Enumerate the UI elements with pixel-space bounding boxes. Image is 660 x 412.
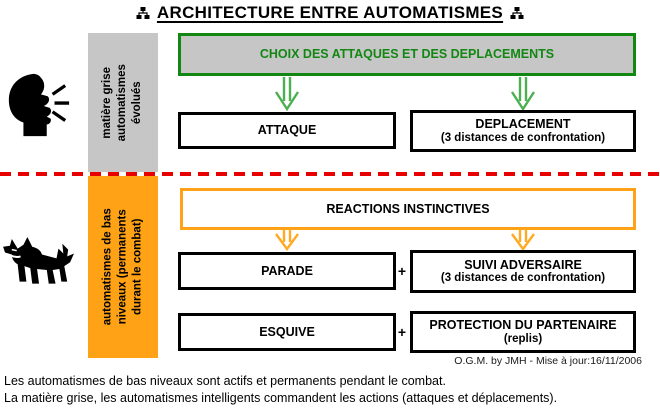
box-deplacement-title: DEPLACEMENT bbox=[475, 117, 571, 132]
box-protection-title: PROTECTION DU PARTENAIRE bbox=[429, 318, 617, 333]
box-attaque-label: ATTAQUE bbox=[257, 123, 317, 138]
band-low-level bbox=[88, 176, 158, 358]
box-deplacement-subtitle: (3 distances de confrontation) bbox=[440, 131, 606, 144]
speaking-head-icon bbox=[4, 72, 72, 143]
footer-line-1: Les automatismes de bas niveaux sont actifs et permanents pendant le combat. bbox=[4, 374, 446, 388]
box-esquive bbox=[178, 313, 396, 351]
box-parade-label: PARADE bbox=[261, 263, 313, 278]
box-protection-partenaire bbox=[410, 311, 636, 353]
box-parade bbox=[178, 252, 396, 290]
sitemap-icon bbox=[510, 7, 524, 20]
box-protection-subtitle: (replis) bbox=[503, 332, 543, 345]
dog-icon bbox=[2, 237, 78, 310]
band-grey-matter-label: matière grise automatismes évolués bbox=[101, 63, 144, 142]
box-esquive-label: ESQUIVE bbox=[259, 324, 315, 339]
box-reactions-instinctives bbox=[180, 188, 636, 230]
title-row bbox=[0, 3, 660, 23]
box-deplacement bbox=[410, 110, 636, 152]
band-grey-matter bbox=[88, 33, 158, 172]
box-suivi-subtitle: (3 distances de confrontation) bbox=[440, 272, 606, 285]
box-attaque bbox=[178, 112, 396, 149]
box-choix-attaques-label: CHOIX DES ATTAQUES ET DES DEPLACEMENTS bbox=[259, 47, 555, 62]
band-low-level-label: automatismes de bas niveaux (permanents durant le combat) bbox=[101, 208, 144, 326]
page-title: ARCHITECTURE ENTRE AUTOMATISMES bbox=[156, 3, 504, 22]
box-suivi-adversaire bbox=[410, 250, 636, 293]
box-choix-attaques bbox=[178, 33, 636, 76]
box-reactions-instinctives-label: REACTIONS INSTINCTIVES bbox=[326, 201, 490, 216]
footer-line-2: La matière grise, les automatismes intelligents commandent les actions (attaques et déplacements). bbox=[4, 391, 558, 405]
footer-notes bbox=[4, 373, 557, 407]
plus-sign: + bbox=[397, 263, 407, 279]
credit-line: O.G.M. by JMH - Mise à jour:16/11/2006 bbox=[454, 355, 642, 367]
green-arrow-down bbox=[269, 77, 305, 116]
box-suivi-title: SUIVI ADVERSAIRE bbox=[464, 257, 582, 272]
red-dashed-divider bbox=[0, 172, 660, 176]
plus-sign: + bbox=[397, 324, 407, 340]
sitemap-icon bbox=[136, 7, 150, 20]
